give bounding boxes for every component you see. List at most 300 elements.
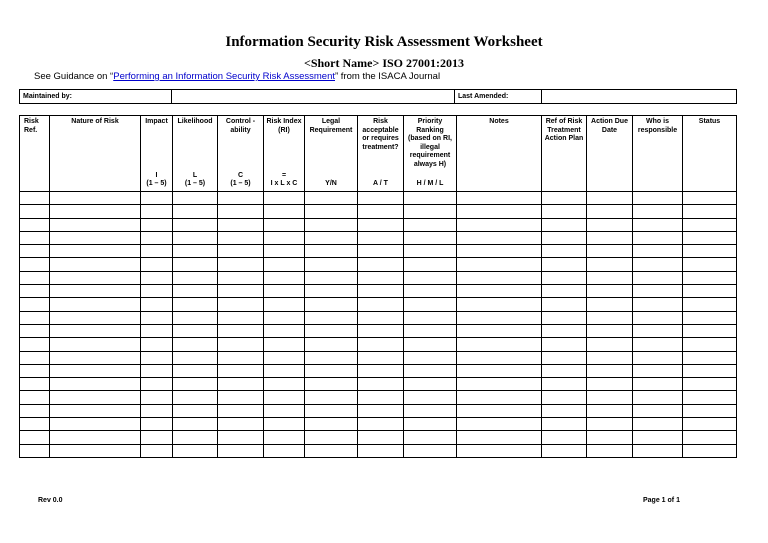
table-cell[interactable] xyxy=(50,298,141,311)
table-cell[interactable] xyxy=(50,404,141,417)
table-cell[interactable] xyxy=(50,378,141,391)
table-cell[interactable] xyxy=(358,311,404,324)
table-cell[interactable] xyxy=(20,418,50,431)
table-cell[interactable] xyxy=(587,311,633,324)
table-cell[interactable] xyxy=(404,192,457,205)
table-cell[interactable] xyxy=(457,378,542,391)
meta-table xyxy=(19,89,737,104)
table-cell[interactable] xyxy=(358,192,404,205)
table-cell[interactable] xyxy=(141,351,173,364)
table-cell[interactable] xyxy=(20,231,50,244)
table-cell[interactable] xyxy=(633,192,683,205)
table-cell[interactable] xyxy=(305,351,358,364)
column-header-scale: (1 – 5) xyxy=(230,180,251,188)
column-header xyxy=(305,116,358,192)
table-cell[interactable] xyxy=(20,364,50,377)
table-cell[interactable] xyxy=(218,271,264,284)
table-cell[interactable] xyxy=(218,298,264,311)
table-cell[interactable] xyxy=(173,378,218,391)
table-cell[interactable] xyxy=(404,324,457,337)
table-cell[interactable] xyxy=(218,218,264,231)
table-cell[interactable] xyxy=(305,218,358,231)
table-cell[interactable] xyxy=(305,338,358,351)
table-cell[interactable] xyxy=(50,444,141,457)
table-cell[interactable] xyxy=(633,351,683,364)
table-cell[interactable] xyxy=(587,404,633,417)
table-cell[interactable] xyxy=(358,258,404,271)
table-cell[interactable] xyxy=(633,205,683,218)
table-cell[interactable] xyxy=(141,404,173,417)
table-cell[interactable] xyxy=(20,444,50,457)
table-cell[interactable] xyxy=(542,258,587,271)
table-cell[interactable] xyxy=(141,298,173,311)
table-cell[interactable] xyxy=(457,431,542,444)
table-cell[interactable] xyxy=(305,391,358,404)
table-cell[interactable] xyxy=(683,298,737,311)
table-cell[interactable] xyxy=(20,324,50,337)
table-cell[interactable] xyxy=(633,418,683,431)
table-cell[interactable] xyxy=(50,218,141,231)
table-cell[interactable] xyxy=(358,324,404,337)
column-header xyxy=(141,116,173,192)
table-cell[interactable] xyxy=(633,258,683,271)
table-cell[interactable] xyxy=(50,285,141,298)
table-cell[interactable] xyxy=(358,444,404,457)
table-cell[interactable] xyxy=(173,311,218,324)
table-cell[interactable] xyxy=(305,245,358,258)
table-cell[interactable] xyxy=(305,418,358,431)
table-cell[interactable] xyxy=(173,431,218,444)
table-cell[interactable] xyxy=(457,258,542,271)
table-cell[interactable] xyxy=(683,431,737,444)
table-cell[interactable] xyxy=(404,431,457,444)
table-cell[interactable] xyxy=(358,271,404,284)
table-cell[interactable] xyxy=(20,391,50,404)
table-cell[interactable] xyxy=(587,258,633,271)
table-cell[interactable] xyxy=(358,391,404,404)
table-cell[interactable] xyxy=(587,391,633,404)
table-cell[interactable] xyxy=(633,311,683,324)
table-cell[interactable] xyxy=(141,324,173,337)
table-cell[interactable] xyxy=(587,231,633,244)
table-cell[interactable] xyxy=(404,311,457,324)
table-cell[interactable] xyxy=(20,351,50,364)
table-cell[interactable] xyxy=(173,218,218,231)
table-cell[interactable] xyxy=(264,311,305,324)
table-cell[interactable] xyxy=(218,404,264,417)
column-header-scale: Y/N xyxy=(325,180,337,188)
table-cell[interactable] xyxy=(305,364,358,377)
table-cell[interactable] xyxy=(264,431,305,444)
table-cell[interactable] xyxy=(633,391,683,404)
table-row xyxy=(20,391,737,404)
table-cell[interactable] xyxy=(141,391,173,404)
table-cell[interactable] xyxy=(683,205,737,218)
table-cell[interactable] xyxy=(305,404,358,417)
table-cell[interactable] xyxy=(683,391,737,404)
table-cell[interactable] xyxy=(457,245,542,258)
table-cell[interactable] xyxy=(404,205,457,218)
table-cell[interactable] xyxy=(264,444,305,457)
table-cell[interactable] xyxy=(20,285,50,298)
table-cell[interactable] xyxy=(457,391,542,404)
table-cell[interactable] xyxy=(173,271,218,284)
table-cell[interactable] xyxy=(404,391,457,404)
table-cell[interactable] xyxy=(542,404,587,417)
table-cell[interactable] xyxy=(173,444,218,457)
table-cell[interactable] xyxy=(358,218,404,231)
table-cell[interactable] xyxy=(542,431,587,444)
table-cell[interactable] xyxy=(587,245,633,258)
table-cell[interactable] xyxy=(683,271,737,284)
maintained-by-field[interactable] xyxy=(172,90,455,104)
table-cell[interactable] xyxy=(633,298,683,311)
table-cell[interactable] xyxy=(683,404,737,417)
table-cell[interactable] xyxy=(305,258,358,271)
table-cell[interactable] xyxy=(457,231,542,244)
standard-label: ISO 27001:2013 xyxy=(379,56,465,70)
table-cell[interactable] xyxy=(264,285,305,298)
table-cell[interactable] xyxy=(141,311,173,324)
table-cell[interactable] xyxy=(218,338,264,351)
table-cell[interactable] xyxy=(683,418,737,431)
table-cell[interactable] xyxy=(218,311,264,324)
table-cell[interactable] xyxy=(141,192,173,205)
column-header xyxy=(542,116,587,192)
table-cell[interactable] xyxy=(587,324,633,337)
table-cell[interactable] xyxy=(404,364,457,377)
table-cell[interactable] xyxy=(264,205,305,218)
table-cell[interactable] xyxy=(587,364,633,377)
table-cell[interactable] xyxy=(358,231,404,244)
table-cell[interactable] xyxy=(173,338,218,351)
table-cell[interactable] xyxy=(683,285,737,298)
table-cell[interactable] xyxy=(218,285,264,298)
table-cell[interactable] xyxy=(264,418,305,431)
table-cell[interactable] xyxy=(218,351,264,364)
table-cell[interactable] xyxy=(141,245,173,258)
table-cell[interactable] xyxy=(683,218,737,231)
table-cell[interactable] xyxy=(542,324,587,337)
table-cell[interactable] xyxy=(587,378,633,391)
table-cell[interactable] xyxy=(50,418,141,431)
table-cell[interactable] xyxy=(305,311,358,324)
table-cell[interactable] xyxy=(683,444,737,457)
table-cell[interactable] xyxy=(542,271,587,284)
table-cell[interactable] xyxy=(264,351,305,364)
table-cell[interactable] xyxy=(542,245,587,258)
table-cell[interactable] xyxy=(358,351,404,364)
table-cell[interactable] xyxy=(457,192,542,205)
table-cell[interactable] xyxy=(218,378,264,391)
table-cell[interactable] xyxy=(264,324,305,337)
table-cell[interactable] xyxy=(305,431,358,444)
table-cell[interactable] xyxy=(358,338,404,351)
risk-assessment-table xyxy=(19,115,737,458)
short-name-placeholder: <Short Name> xyxy=(303,56,380,70)
table-cell[interactable] xyxy=(633,378,683,391)
table-cell[interactable] xyxy=(20,245,50,258)
table-cell[interactable] xyxy=(404,444,457,457)
table-cell[interactable] xyxy=(587,431,633,444)
table-cell[interactable] xyxy=(141,231,173,244)
table-cell[interactable] xyxy=(20,404,50,417)
table-cell[interactable] xyxy=(683,231,737,244)
table-cell[interactable] xyxy=(457,351,542,364)
table-cell[interactable] xyxy=(173,391,218,404)
column-header-symbol: C xyxy=(237,172,244,180)
table-cell[interactable] xyxy=(358,378,404,391)
table-cell[interactable] xyxy=(587,298,633,311)
table-cell[interactable] xyxy=(173,192,218,205)
table-cell[interactable] xyxy=(633,231,683,244)
table-cell[interactable] xyxy=(173,231,218,244)
table-cell[interactable] xyxy=(404,404,457,417)
table-cell[interactable] xyxy=(141,444,173,457)
table-cell[interactable] xyxy=(633,364,683,377)
table-cell[interactable] xyxy=(542,192,587,205)
guidance-prefix: See Guidance on “ xyxy=(34,71,114,82)
table-cell[interactable] xyxy=(264,404,305,417)
table-cell[interactable] xyxy=(141,271,173,284)
table-cell[interactable] xyxy=(457,324,542,337)
table-cell[interactable] xyxy=(683,258,737,271)
table-cell[interactable] xyxy=(50,338,141,351)
table-cell[interactable] xyxy=(173,404,218,417)
table-cell[interactable] xyxy=(50,351,141,364)
table-cell[interactable] xyxy=(218,258,264,271)
table-cell[interactable] xyxy=(305,378,358,391)
table-cell[interactable] xyxy=(404,298,457,311)
table-cell[interactable] xyxy=(305,285,358,298)
table-cell[interactable] xyxy=(404,271,457,284)
table-cell[interactable] xyxy=(141,431,173,444)
last-amended-field[interactable] xyxy=(542,90,737,104)
table-cell[interactable] xyxy=(305,444,358,457)
table-cell[interactable] xyxy=(633,324,683,337)
table-cell[interactable] xyxy=(20,271,50,284)
table-cell[interactable] xyxy=(50,271,141,284)
table-cell[interactable] xyxy=(305,271,358,284)
table-cell[interactable] xyxy=(218,418,264,431)
table-cell[interactable] xyxy=(542,311,587,324)
table-cell[interactable] xyxy=(305,324,358,337)
table-cell[interactable] xyxy=(358,245,404,258)
column-header xyxy=(457,116,542,192)
table-cell[interactable] xyxy=(633,431,683,444)
table-cell[interactable] xyxy=(264,338,305,351)
table-cell[interactable] xyxy=(542,418,587,431)
table-cell[interactable] xyxy=(264,391,305,404)
table-cell[interactable] xyxy=(173,205,218,218)
table-cell[interactable] xyxy=(141,285,173,298)
table-cell[interactable] xyxy=(264,364,305,377)
table-cell[interactable] xyxy=(404,285,457,298)
table-cell[interactable] xyxy=(542,391,587,404)
table-cell[interactable] xyxy=(141,258,173,271)
table-cell[interactable] xyxy=(542,218,587,231)
table-cell[interactable] xyxy=(173,324,218,337)
table-cell[interactable] xyxy=(404,351,457,364)
table-cell[interactable] xyxy=(404,218,457,231)
table-cell[interactable] xyxy=(173,298,218,311)
table-cell[interactable] xyxy=(457,311,542,324)
maintained-by-label: Maintained by: xyxy=(20,90,172,104)
table-cell[interactable] xyxy=(50,391,141,404)
guidance-link[interactable]: Performing an Information Security Risk Assessment xyxy=(113,71,335,82)
table-cell[interactable] xyxy=(218,324,264,337)
table-cell[interactable] xyxy=(305,298,358,311)
table-cell[interactable] xyxy=(173,285,218,298)
table-cell[interactable] xyxy=(20,338,50,351)
table-cell[interactable] xyxy=(218,205,264,218)
table-cell[interactable] xyxy=(305,192,358,205)
table-cell[interactable] xyxy=(633,404,683,417)
table-row xyxy=(20,298,737,311)
table-cell[interactable] xyxy=(587,285,633,298)
table-cell[interactable] xyxy=(457,404,542,417)
table-cell[interactable] xyxy=(218,391,264,404)
table-cell[interactable] xyxy=(50,311,141,324)
table-cell[interactable] xyxy=(50,192,141,205)
table-cell[interactable] xyxy=(264,231,305,244)
table-cell[interactable] xyxy=(358,285,404,298)
table-cell[interactable] xyxy=(358,205,404,218)
table-cell[interactable] xyxy=(542,444,587,457)
table-cell[interactable] xyxy=(587,271,633,284)
column-header xyxy=(358,116,404,192)
table-cell[interactable] xyxy=(542,205,587,218)
table-cell[interactable] xyxy=(20,205,50,218)
table-cell[interactable] xyxy=(20,311,50,324)
table-cell[interactable] xyxy=(264,378,305,391)
table-cell[interactable] xyxy=(633,285,683,298)
table-cell[interactable] xyxy=(264,192,305,205)
table-cell[interactable] xyxy=(542,285,587,298)
table-cell[interactable] xyxy=(218,444,264,457)
table-cell[interactable] xyxy=(218,192,264,205)
table-cell[interactable] xyxy=(218,231,264,244)
table-cell[interactable] xyxy=(141,364,173,377)
table-cell[interactable] xyxy=(264,298,305,311)
table-cell[interactable] xyxy=(264,218,305,231)
table-cell[interactable] xyxy=(683,351,737,364)
table-cell[interactable] xyxy=(457,338,542,351)
table-cell[interactable] xyxy=(218,245,264,258)
table-cell[interactable] xyxy=(633,444,683,457)
table-cell[interactable] xyxy=(404,231,457,244)
table-cell[interactable] xyxy=(141,338,173,351)
table-cell[interactable] xyxy=(542,351,587,364)
table-cell[interactable] xyxy=(633,271,683,284)
table-cell[interactable] xyxy=(20,298,50,311)
table-cell[interactable] xyxy=(587,205,633,218)
table-cell[interactable] xyxy=(542,338,587,351)
table-cell[interactable] xyxy=(20,192,50,205)
table-cell[interactable] xyxy=(305,231,358,244)
table-cell[interactable] xyxy=(683,192,737,205)
table-cell[interactable] xyxy=(457,444,542,457)
table-cell[interactable] xyxy=(457,418,542,431)
table-cell[interactable] xyxy=(404,245,457,258)
table-cell[interactable] xyxy=(20,431,50,444)
table-cell[interactable] xyxy=(20,258,50,271)
table-cell[interactable] xyxy=(50,205,141,218)
table-cell[interactable] xyxy=(457,218,542,231)
table-row xyxy=(20,271,737,284)
table-cell[interactable] xyxy=(683,245,737,258)
table-cell[interactable] xyxy=(305,205,358,218)
table-cell[interactable] xyxy=(457,364,542,377)
table-cell[interactable] xyxy=(358,364,404,377)
table-cell[interactable] xyxy=(633,218,683,231)
table-cell[interactable] xyxy=(173,245,218,258)
table-cell[interactable] xyxy=(50,364,141,377)
table-cell[interactable] xyxy=(173,364,218,377)
table-cell[interactable] xyxy=(587,192,633,205)
table-cell[interactable] xyxy=(358,431,404,444)
table-cell[interactable] xyxy=(683,338,737,351)
table-cell[interactable] xyxy=(587,444,633,457)
table-cell[interactable] xyxy=(50,324,141,337)
table-cell[interactable] xyxy=(404,338,457,351)
table-cell[interactable] xyxy=(587,351,633,364)
table-cell[interactable] xyxy=(358,418,404,431)
table-cell[interactable] xyxy=(683,324,737,337)
table-cell[interactable] xyxy=(404,378,457,391)
table-cell[interactable] xyxy=(141,205,173,218)
table-cell[interactable] xyxy=(50,258,141,271)
table-cell[interactable] xyxy=(683,378,737,391)
table-cell[interactable] xyxy=(457,205,542,218)
table-cell[interactable] xyxy=(633,338,683,351)
table-cell[interactable] xyxy=(20,218,50,231)
table-cell[interactable] xyxy=(173,258,218,271)
table-cell[interactable] xyxy=(218,364,264,377)
table-cell[interactable] xyxy=(587,338,633,351)
table-cell[interactable] xyxy=(50,431,141,444)
table-cell[interactable] xyxy=(542,378,587,391)
table-cell[interactable] xyxy=(218,431,264,444)
table-cell[interactable] xyxy=(264,271,305,284)
table-cell[interactable] xyxy=(587,418,633,431)
table-cell[interactable] xyxy=(404,418,457,431)
table-cell[interactable] xyxy=(457,285,542,298)
table-cell[interactable] xyxy=(141,378,173,391)
table-cell[interactable] xyxy=(358,298,404,311)
table-cell[interactable] xyxy=(173,351,218,364)
table-cell[interactable] xyxy=(587,218,633,231)
table-cell[interactable] xyxy=(358,404,404,417)
table-cell[interactable] xyxy=(404,258,457,271)
table-cell[interactable] xyxy=(542,364,587,377)
table-cell[interactable] xyxy=(264,258,305,271)
table-cell[interactable] xyxy=(633,245,683,258)
table-cell[interactable] xyxy=(50,245,141,258)
table-cell[interactable] xyxy=(50,231,141,244)
table-cell[interactable] xyxy=(173,418,218,431)
table-cell[interactable] xyxy=(457,271,542,284)
table-cell[interactable] xyxy=(141,418,173,431)
table-cell[interactable] xyxy=(20,378,50,391)
table-cell[interactable] xyxy=(542,298,587,311)
table-cell[interactable] xyxy=(141,218,173,231)
table-cell[interactable] xyxy=(683,364,737,377)
table-cell[interactable] xyxy=(683,311,737,324)
table-cell[interactable] xyxy=(457,298,542,311)
table-cell[interactable] xyxy=(264,245,305,258)
table-cell[interactable] xyxy=(542,231,587,244)
